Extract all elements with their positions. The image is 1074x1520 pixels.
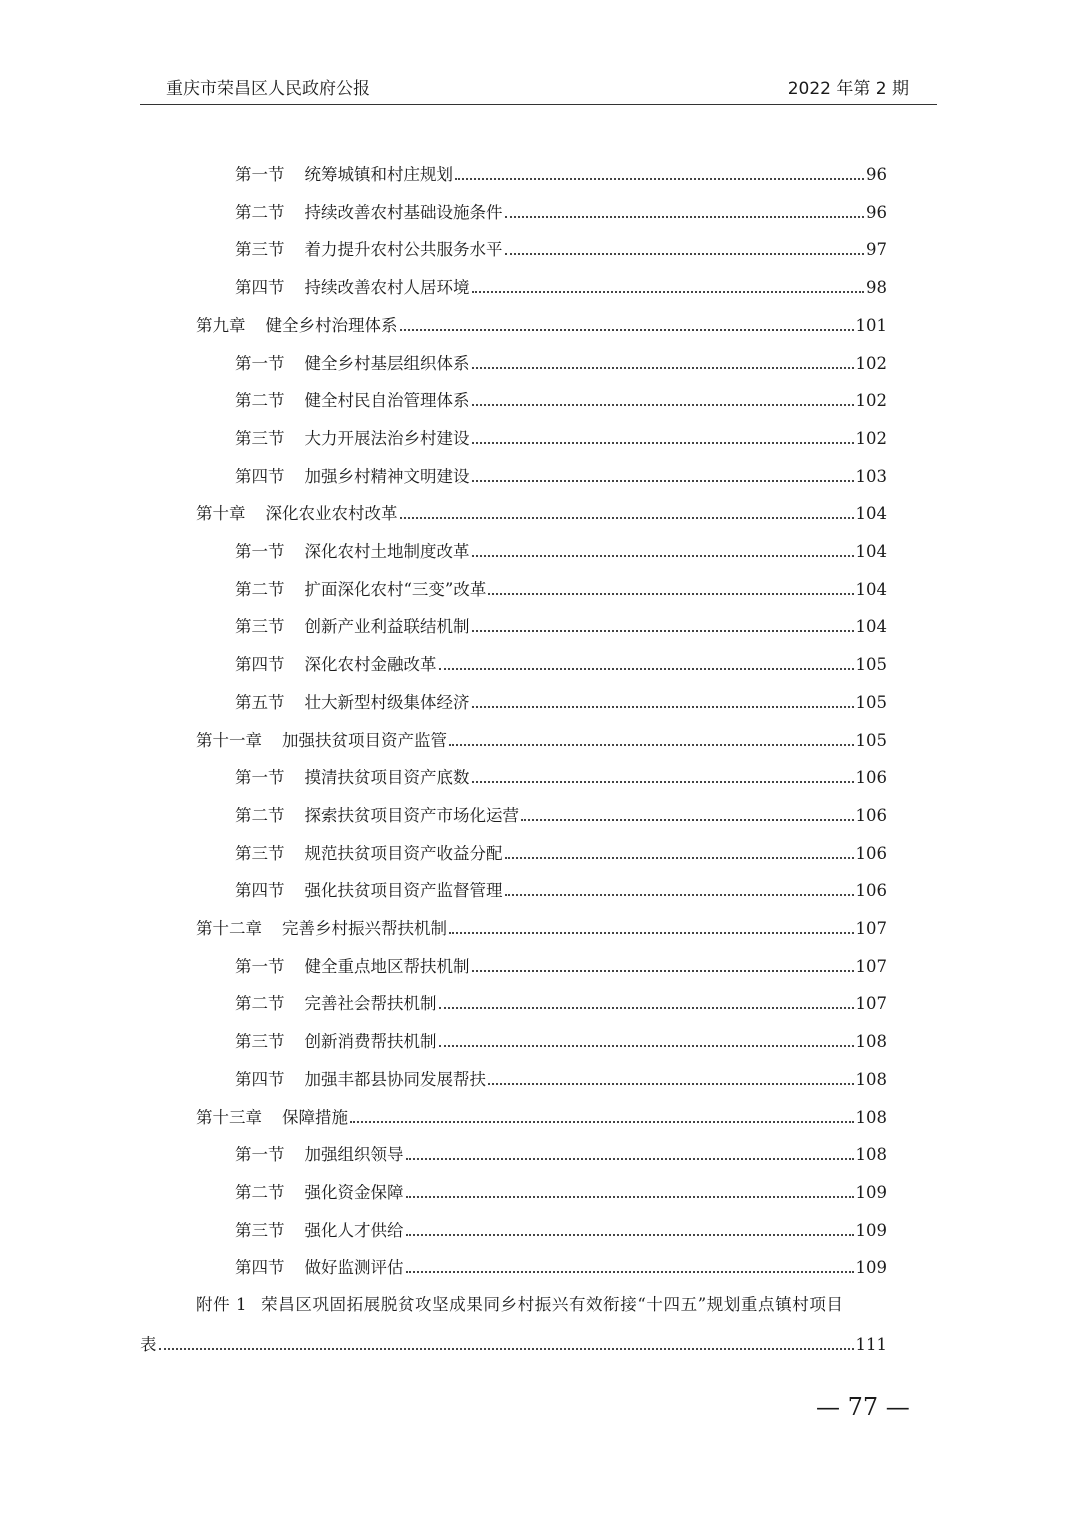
toc-entry-section[interactable] — [235, 424, 887, 450]
section-title: 强化扶贫项目资产监督管理 — [304, 881, 503, 900]
toc-entry-section[interactable] — [235, 198, 887, 224]
leader-dots — [400, 517, 854, 519]
toc-page-number: 107 — [855, 994, 887, 1013]
leader-dots — [439, 668, 854, 670]
leader-dots — [488, 593, 853, 595]
toc-page-number: 108 — [855, 1108, 887, 1127]
toc-entry-section[interactable] — [235, 876, 887, 902]
leader-dots — [472, 480, 854, 482]
toc-page-number: 105 — [855, 693, 887, 712]
toc-page-number: 104 — [855, 504, 887, 523]
toc-entry-section[interactable] — [235, 273, 887, 299]
toc-entry-chapter[interactable] — [196, 1103, 887, 1129]
toc-entry-section[interactable] — [235, 349, 887, 375]
section-title: 创新消费帮扶机制 — [304, 1032, 437, 1051]
section-number: 第四节 — [235, 278, 285, 297]
toc-page-number: 105 — [855, 731, 887, 750]
toc-entry-section[interactable] — [235, 688, 887, 714]
leader-dots — [472, 781, 854, 783]
chapter-title: 加强扶贫项目资产监管 — [282, 731, 447, 750]
toc-entry-section[interactable] — [235, 1178, 887, 1204]
chapter-title: 深化农业农村改革 — [265, 504, 398, 523]
toc-entry-section[interactable] — [235, 763, 887, 789]
section-title: 大力开展法治乡村建设 — [304, 429, 470, 448]
toc-page-number: 106 — [855, 768, 887, 787]
toc-page-number: 97 — [866, 240, 887, 259]
section-number: 第三节 — [235, 1032, 285, 1051]
leader-dots — [472, 442, 854, 444]
section-number: 第二节 — [235, 580, 285, 599]
leader-dots — [406, 1271, 854, 1273]
toc-entry-section[interactable] — [235, 386, 887, 412]
leader-dots — [505, 253, 865, 255]
section-title: 规范扶贫项目资产收益分配 — [304, 844, 503, 863]
toc-entry-chapter[interactable] — [196, 726, 887, 752]
section-number: 第一节 — [235, 1145, 285, 1164]
section-title: 着力提升农村公共服务水平 — [304, 240, 503, 259]
toc-page-number: 96 — [866, 165, 887, 184]
toc-entry-section[interactable] — [235, 235, 887, 261]
leader-dots — [472, 291, 865, 293]
section-title: 摸清扶贫项目资产底数 — [304, 768, 470, 787]
section-number: 第一节 — [235, 768, 285, 787]
leader-dots — [406, 1234, 854, 1236]
section-title: 强化资金保障 — [304, 1183, 404, 1202]
chapter-number: 第十章 — [196, 504, 246, 523]
leader-dots — [455, 178, 864, 180]
toc-entry-section[interactable] — [235, 575, 887, 601]
leader-dots — [472, 706, 854, 708]
section-number: 第三节 — [235, 617, 285, 636]
leader-dots — [406, 1196, 854, 1198]
toc-entry-chapter[interactable] — [196, 499, 887, 525]
leader-dots — [449, 932, 854, 934]
toc-entry-chapter[interactable] — [196, 311, 887, 337]
toc-entry-section[interactable] — [235, 989, 887, 1015]
toc-page-number: 98 — [866, 278, 887, 297]
toc-entry-section[interactable] — [235, 1065, 887, 1091]
toc-entry-section[interactable] — [235, 1216, 887, 1242]
toc-entry-section[interactable] — [235, 1027, 887, 1053]
toc-page-number: 109 — [855, 1258, 887, 1277]
section-title: 强化人才供给 — [304, 1221, 404, 1240]
toc-entry-section[interactable] — [235, 1253, 887, 1279]
toc-page-number: 106 — [855, 806, 887, 825]
section-number: 第二节 — [235, 994, 285, 1013]
section-number: 第一节 — [235, 542, 285, 561]
chapter-title: 保障措施 — [282, 1108, 348, 1127]
leader-dots — [505, 857, 854, 859]
section-number: 第三节 — [235, 1221, 285, 1240]
section-number: 第四节 — [235, 881, 285, 900]
leader-dots — [439, 1007, 854, 1009]
section-number: 第一节 — [235, 165, 285, 184]
appendix-number: 附件 1 — [196, 1295, 248, 1314]
toc-entry-section[interactable] — [235, 650, 887, 676]
section-title: 健全村民自治管理体系 — [304, 391, 470, 410]
toc-entry-section[interactable] — [235, 952, 887, 978]
section-number: 第四节 — [235, 1258, 285, 1277]
chapter-number: 第十三章 — [196, 1108, 262, 1127]
section-number: 第四节 — [235, 1070, 285, 1089]
toc-entry-appendix-continued[interactable] — [140, 1330, 887, 1356]
section-title: 健全乡村基层组织体系 — [304, 354, 470, 373]
chapter-number: 第十二章 — [196, 919, 262, 938]
leader-dots — [406, 1158, 854, 1160]
section-number: 第一节 — [235, 957, 285, 976]
section-number: 第一节 — [235, 354, 285, 373]
section-number: 第三节 — [235, 844, 285, 863]
leader-dots — [472, 970, 854, 972]
toc-page-number: 102 — [855, 429, 887, 448]
section-title: 健全重点地区帮扶机制 — [304, 957, 470, 976]
toc-page-number: 102 — [855, 391, 887, 410]
section-title: 深化农村土地制度改革 — [304, 542, 470, 561]
section-title: 壮大新型村级集体经济 — [304, 693, 470, 712]
toc-entry-section[interactable] — [235, 612, 887, 638]
section-title: 加强丰都县协同发展帮扶 — [304, 1070, 486, 1089]
appendix-title: 荣昌区巩固拓展脱贫攻坚成果同乡村振兴有效衔接“十四五”规划重点镇村项目 — [261, 1295, 844, 1314]
leader-dots — [472, 367, 854, 369]
section-title: 持续改善农村人居环境 — [304, 278, 470, 297]
toc-page-number: 109 — [855, 1221, 887, 1240]
section-number: 第五节 — [235, 693, 285, 712]
leader-dots — [472, 630, 854, 632]
issue-label: 2022 年第 2 期 — [787, 79, 909, 99]
toc-page-number: 104 — [855, 580, 887, 599]
toc-entry-appendix[interactable] — [196, 1292, 937, 1318]
chapter-number: 第九章 — [196, 316, 246, 335]
toc-entry-chapter[interactable] — [196, 914, 887, 940]
appendix-page-number: 111 — [855, 1335, 887, 1354]
toc-entry-section[interactable] — [235, 801, 887, 827]
chapter-title: 完善乡村振兴帮扶机制 — [282, 919, 447, 938]
section-title: 深化农村金融改革 — [304, 655, 437, 674]
section-title: 持续改善农村基础设施条件 — [304, 203, 503, 222]
leader-dots — [350, 1121, 854, 1123]
section-title: 加强乡村精神文明建设 — [304, 467, 470, 486]
leader-dots — [488, 1083, 854, 1085]
toc-page-number: 106 — [855, 881, 887, 900]
section-number: 第三节 — [235, 429, 285, 448]
toc-page-number: 108 — [855, 1032, 887, 1051]
toc-page-number: 102 — [855, 354, 887, 373]
section-number: 第四节 — [235, 467, 285, 486]
toc-page-number: 109 — [855, 1183, 887, 1202]
section-title: 完善社会帮扶机制 — [304, 994, 437, 1013]
section-number: 第二节 — [235, 203, 285, 222]
section-title: 创新产业利益联结机制 — [304, 617, 470, 636]
leader-dots — [400, 329, 854, 331]
toc-entry-section[interactable] — [235, 537, 887, 563]
leader-dots — [159, 1348, 854, 1350]
section-title: 探索扶贫项目资产市场化运营 — [304, 806, 519, 825]
toc-page-number: 107 — [855, 919, 887, 938]
chapter-number: 第十一章 — [196, 731, 262, 750]
toc-entry-section[interactable] — [235, 462, 887, 488]
toc-page-number: 105 — [855, 655, 887, 674]
toc-page-number: 96 — [866, 203, 887, 222]
section-title: 加强组织领导 — [304, 1145, 404, 1164]
section-title: 做好监测评估 — [304, 1258, 404, 1277]
publication-title: 重庆市荣昌区人民政府公报 — [166, 79, 370, 99]
toc-entry-section[interactable] — [235, 839, 887, 865]
section-number: 第三节 — [235, 240, 285, 259]
toc-page-number: 106 — [855, 844, 887, 863]
toc-page-number: 104 — [855, 617, 887, 636]
appendix-title-continued: 表 — [140, 1335, 157, 1354]
toc-entry-section[interactable] — [235, 1140, 887, 1166]
toc-page-number: 108 — [855, 1145, 887, 1164]
leader-dots — [521, 819, 854, 821]
section-number: 第四节 — [235, 655, 285, 674]
section-number: 第二节 — [235, 391, 285, 410]
section-title: 统筹城镇和村庄规划 — [304, 165, 453, 184]
leader-dots — [472, 555, 854, 557]
toc-page-number: 108 — [855, 1070, 887, 1089]
toc-page-number: 103 — [855, 467, 887, 486]
section-number: 第二节 — [235, 1183, 285, 1202]
toc-page-number: 101 — [855, 316, 887, 335]
section-number: 第二节 — [235, 806, 285, 825]
page-number: — 77 — — [816, 1393, 910, 1421]
leader-dots — [439, 1045, 854, 1047]
leader-dots — [472, 404, 854, 406]
section-title: 扩面深化农村“三变”改革 — [304, 580, 487, 599]
leader-dots — [449, 744, 854, 746]
leader-dots — [505, 216, 865, 218]
toc-page-number: 104 — [855, 542, 887, 561]
toc-entry-section[interactable] — [235, 160, 887, 186]
toc-page-number: 107 — [855, 957, 887, 976]
leader-dots — [505, 894, 854, 896]
page-header — [140, 78, 937, 105]
chapter-title: 健全乡村治理体系 — [265, 316, 398, 335]
